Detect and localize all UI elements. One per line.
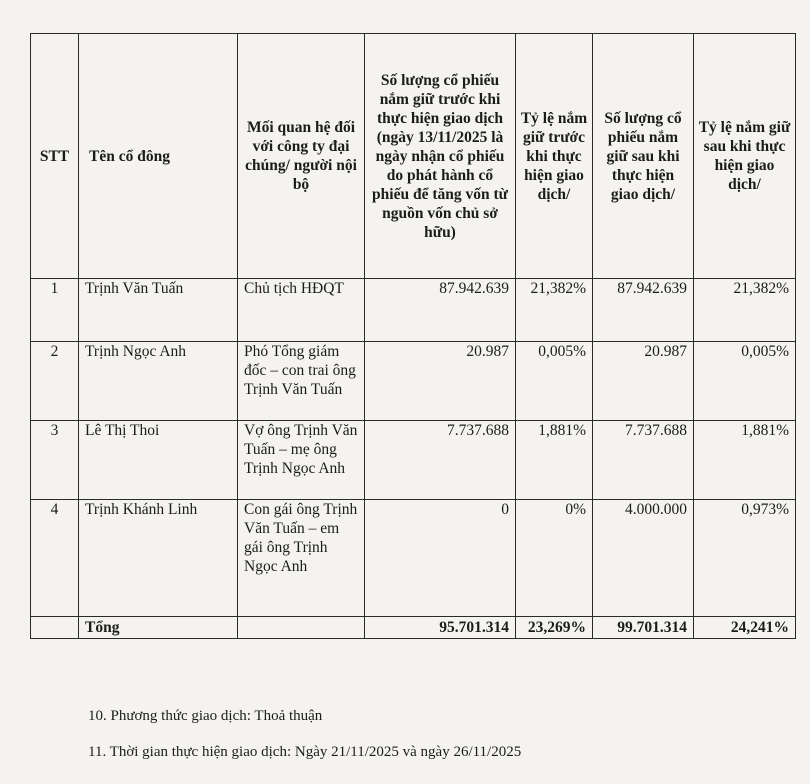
header-shares-after: Số lượng cổ phiếu nắm giữ sau khi thực hiện giao dịch/ <box>593 34 694 279</box>
cell-shareholder-name: Lê Thị Thoi <box>79 421 238 500</box>
header-shares-before: Số lượng cổ phiếu nắm giữ trước khi thực hiện giao dịch (ngày 13/11/2025 là ngày nhận cổ phiếu do phát hành cổ phiếu để tăng vốn từ nguồn vốn chủ sở hữu) <box>365 34 516 279</box>
cell-shares-after: 20.987 <box>593 342 694 421</box>
total-ratio-before: 23,269% <box>516 617 593 639</box>
cell-shares-before: 0 <box>365 500 516 617</box>
total-shares-before: 95.701.314 <box>365 617 516 639</box>
cell-empty <box>31 617 79 639</box>
header-ratio-before: Tỷ lệ nắm giữ trước khi thực hiện giao dịch/ <box>516 34 593 279</box>
cell-shareholder-name: Trịnh Văn Tuấn <box>79 279 238 342</box>
cell-stt: 4 <box>31 500 79 617</box>
cell-shares-before: 87.942.639 <box>365 279 516 342</box>
header-stt: STT <box>31 34 79 279</box>
cell-ratio-after: 0,005% <box>694 342 796 421</box>
cell-ratio-before: 21,382% <box>516 279 593 342</box>
cell-relation: Chủ tịch HĐQT <box>238 279 365 342</box>
cell-shareholder-name: Trịnh Khánh Linh <box>79 500 238 617</box>
shareholder-table <box>30 33 796 639</box>
header-relation: Mối quan hệ đối với công ty đại chúng/ người nội bộ <box>238 34 365 279</box>
cell-relation: Phó Tổng giám đốc – con trai ông Trịnh Văn Tuấn <box>238 342 365 421</box>
table-row <box>31 421 796 500</box>
table-header-row <box>31 34 796 279</box>
cell-shares-before: 20.987 <box>365 342 516 421</box>
total-ratio-after: 24,241% <box>694 617 796 639</box>
cell-shares-after: 4.000.000 <box>593 500 694 617</box>
table-total-row <box>31 617 796 639</box>
cell-stt: 1 <box>31 279 79 342</box>
total-shares-after: 99.701.314 <box>593 617 694 639</box>
cell-shares-after: 7.737.688 <box>593 421 694 500</box>
header-ratio-after: Tỷ lệ nắm giữ sau khi thực hiện giao dịch/ <box>694 34 796 279</box>
total-label: Tổng <box>79 617 238 639</box>
cell-ratio-before: 0% <box>516 500 593 617</box>
cell-relation: Vợ ông Trịnh Văn Tuấn – mẹ ông Trịnh Ngọc Anh <box>238 421 365 500</box>
cell-ratio-before: 0,005% <box>516 342 593 421</box>
cell-ratio-after: 0,973% <box>694 500 796 617</box>
transaction-time-note: 11. Thời gian thực hiện giao dịch: Ngày 21/11/2025 và ngày 26/11/2025 <box>88 744 522 760</box>
cell-shares-before: 7.737.688 <box>365 421 516 500</box>
cell-empty <box>238 617 365 639</box>
cell-shareholder-name: Trịnh Ngọc Anh <box>79 342 238 421</box>
cell-stt: 3 <box>31 421 79 500</box>
cell-stt: 2 <box>31 342 79 421</box>
cell-ratio-after: 21,382% <box>694 279 796 342</box>
cell-ratio-after: 1,881% <box>694 421 796 500</box>
table-row <box>31 279 796 342</box>
table-row <box>31 342 796 421</box>
cell-shares-after: 87.942.639 <box>593 279 694 342</box>
cell-relation: Con gái ông Trịnh Văn Tuấn – em gái ông Trịnh Ngọc Anh <box>238 500 365 617</box>
cell-ratio-before: 1,881% <box>516 421 593 500</box>
header-shareholder-name: Tên cổ đông <box>79 34 238 279</box>
transaction-method-note: 10. Phương thức giao dịch: Thoả thuận <box>88 708 323 724</box>
table-row <box>31 500 796 617</box>
